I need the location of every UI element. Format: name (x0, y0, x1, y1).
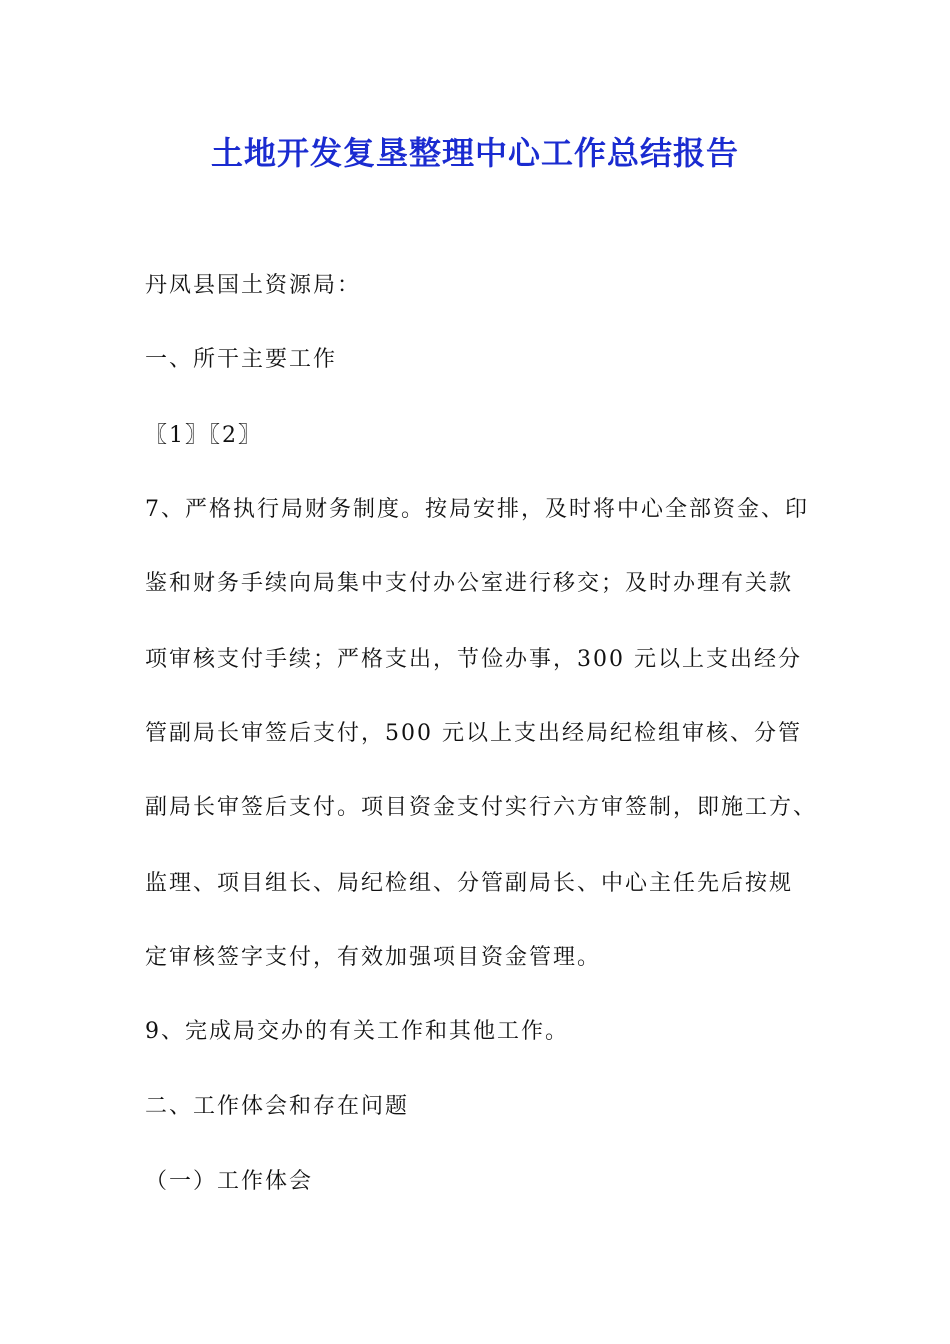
subsection-heading-1: （一）工作体会 (145, 1169, 314, 1194)
paragraph-line: 副局长审签后支付。项目资金支付实行六方审签制，即施工方、 (145, 795, 818, 820)
paragraph-line: 7、严格执行局财务制度。按局安排，及时将中心全部资金、印 (145, 497, 809, 522)
paragraph-line: 定审核签字支付，有效加强项目资金管理。 (145, 945, 602, 970)
paragraph-line: 管副局长审签后支付，500 元以上支出经局纪检组审核、分管 (145, 721, 802, 746)
paragraph-line: 监理、项目组长、局纪检组、分管副局长、中心主任先后按规 (145, 871, 794, 896)
addressee-line: 丹凤县国土资源局： (145, 273, 362, 298)
list-item-9: 9、完成局交办的有关工作和其他工作。 (145, 1019, 569, 1044)
section-heading-1: 一、所干主要工作 (145, 347, 338, 372)
document-title: 土地开发复垦整理中心工作总结报告 (210, 134, 739, 172)
section-heading-2: 二、工作体会和存在问题 (145, 1094, 410, 1119)
paragraph-line: 鉴和财务手续向局集中支付办公室进行移交；及时办理有关款 (145, 571, 794, 596)
reference-markers: 〖1〗〖2〗 (145, 423, 262, 448)
paragraph-line: 项审核支付手续；严格支出，节俭办事，300 元以上支出经分 (145, 647, 802, 672)
